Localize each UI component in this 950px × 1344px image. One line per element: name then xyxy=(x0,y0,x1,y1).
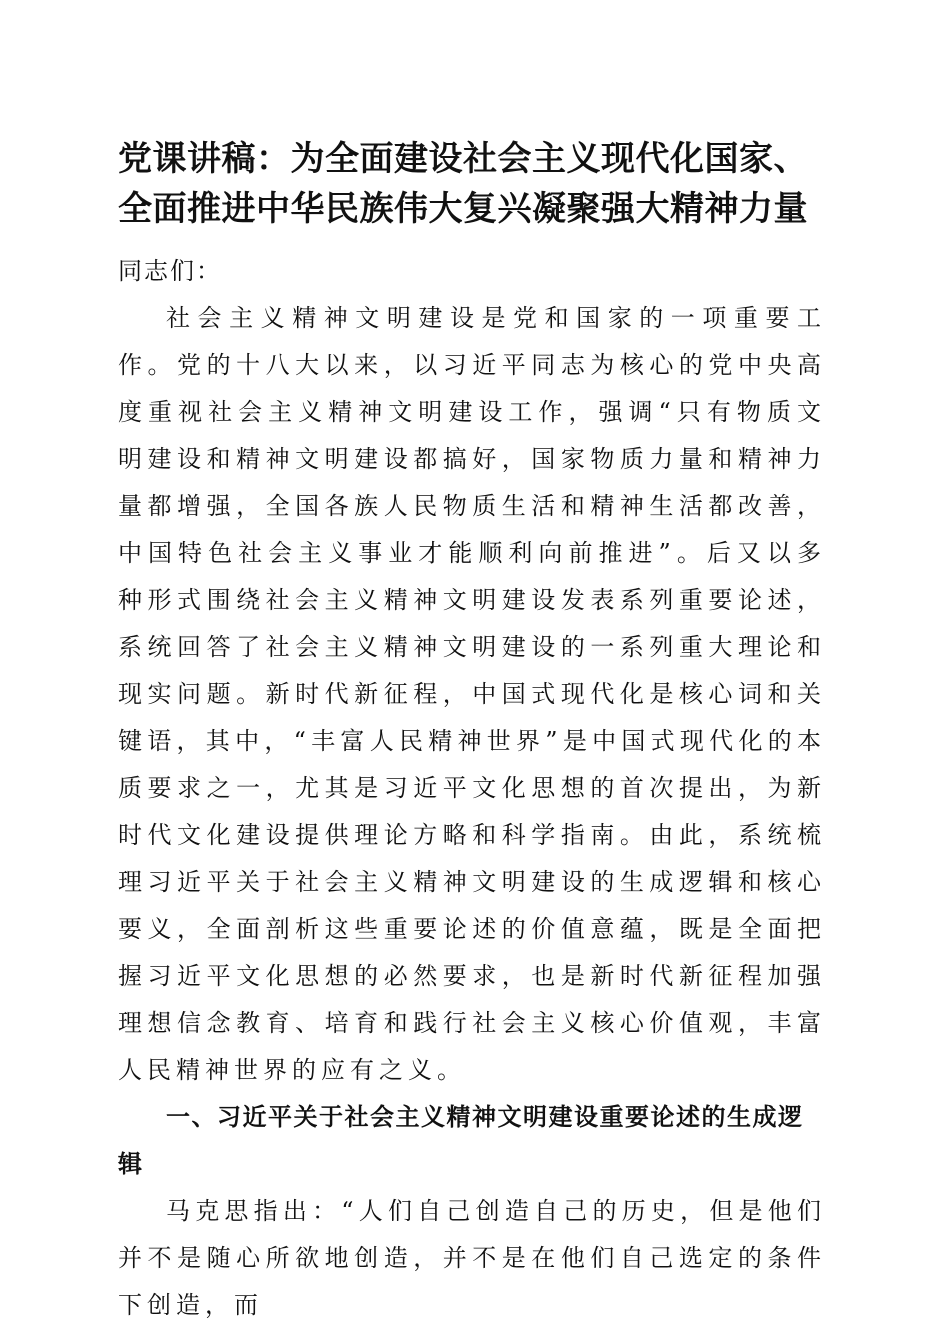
document-body xyxy=(118,248,826,1329)
title-line-2: 全面推进中华民族伟大复兴凝聚强大精神力量 xyxy=(118,189,808,229)
document-title xyxy=(118,134,838,234)
paragraph-intro: 社会主义精神文明建设是党和国家的一项重要工作。党的十八大以来，以习近平同志为核心的党中央高度重视社会主义精神文明建设工作，强调“只有物质文明建设和精神文明建设都搞好，国家物质力量和精神力量都增强，全国各族人民物质生活和精神生活都改善，中国特色社会主义事业才能顺利向前推进”。后又以多种形式围绕社会主义精神文明建设发表系列重要论述，系统回答了社会主义精神文明建设的一系列重大理论和现实问题。新时代新征程，中国式现代化是核心词和关键语，其中，“丰富人民精神世界”是中国式现代化的本质要求之一，尤其是习近平文化思想的首次提出，为新时代文化建设提供理论方略和科学指南。由此，系统梳理习近平关于社会主义精神文明建设的生成逻辑和核心要义，全面剖析这些重要论述的价值意蕴，既是全面把握习近平文化思想的必然要求，也是新时代新征程加强理想信念教育、培育和践行社会主义核心价值观，丰富人民精神世界的应有之义。 xyxy=(118,304,826,1084)
title-line-1: 党课讲稿：为全面建设社会主义现代化国家、 xyxy=(118,139,808,179)
paragraph-marx-quote: 马克思指出：“人们自己创造自己的历史，但是他们并不是随心所欲地创造，并不是在他们自己选定的条件下创造，而 xyxy=(118,1197,826,1319)
section-heading-1: 一、习近平关于社会主义精神文明建设重要论述的生成逻辑 xyxy=(118,1103,804,1178)
salutation: 同志们： xyxy=(118,257,222,285)
